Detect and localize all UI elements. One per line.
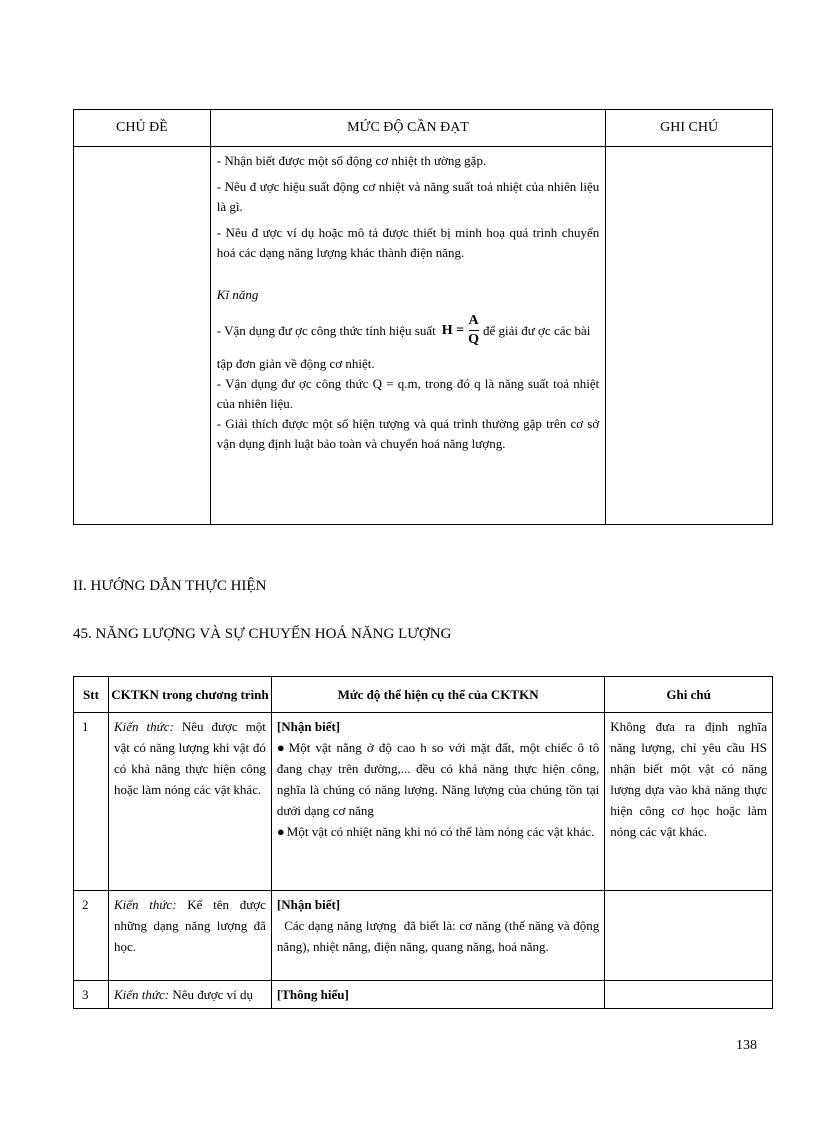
- level-label: [Thông hiểu]: [276, 987, 349, 1002]
- requirement-line: để giải đư ợc các bài: [483, 322, 591, 338]
- bullet-text: Một vật có nhiệt năng khi nó có thể làm nóng các vật khác.: [286, 824, 595, 839]
- formula-numerator: A: [468, 313, 479, 328]
- bullet-text: Một vật nằng ở độ cao h so với mặt đất, một chiếc ô tô đang chạy trên đường,... đều có khả năng thực hiện công, nghĩa là chúng có năng lượng. Năng lượng của chúng tồn tại dưới dạng cơ năng: [276, 740, 600, 818]
- note-cell: [606, 147, 773, 525]
- level-label: [Nhận biết]: [276, 897, 341, 912]
- cktkn-text: Kể tên được những dạng năng lượng đã học.: [113, 897, 266, 954]
- knowledge-label: Kiến thức:: [113, 897, 177, 912]
- note-cell: Không đưa ra định nghĩa năng lượng, chỉ yêu cầu HS nhận biết một vật có năng lượng dựa vào khả năng thực hiện công cơ học hoặc làm nóng các vật khác.: [605, 713, 773, 891]
- cktkn-cell: [108, 981, 271, 1009]
- header-muc-do: MỨC ĐỘ CẦN ĐẠT: [210, 110, 605, 147]
- table-row: [74, 147, 773, 525]
- header-cktkn: CKTKN trong chương trình: [108, 677, 271, 713]
- row-number: 2: [74, 891, 109, 981]
- bullet-item: [277, 737, 599, 821]
- requirement-line: - Nêu đ ược ví dụ hoặc mô tả được thiết bị minh hoạ quá trình chuyển hoá các dạng năng lượng khác thành điện năng.: [216, 225, 600, 260]
- level-cell: [271, 891, 604, 981]
- requirements-cell: [210, 147, 605, 525]
- header-ghi-chu: Ghi chú: [605, 677, 773, 713]
- knowledge-label: Kiến thức:: [113, 719, 174, 734]
- requirement-line: - Vận dụng đư ợc công thức tính hiệu suất: [216, 322, 436, 338]
- bullet-icon: ●: [276, 824, 285, 839]
- knowledge-label: Kiến thức:: [113, 987, 170, 1002]
- header-muc-do: Mức độ thể hiện cụ thể của CKTKN: [271, 677, 604, 713]
- level-cell: [271, 981, 604, 1009]
- section-heading: II. HƯỚNG DẪN THỰC HIỆN: [73, 578, 267, 594]
- requirement-line: tập đơn giản về động cơ nhiệt.: [216, 356, 375, 371]
- requirements-table: [73, 109, 773, 525]
- row-number: 3: [74, 981, 109, 1009]
- header-chu-de: CHỦ ĐỀ: [74, 110, 211, 147]
- requirement-line: - Nhận biết được một số động cơ nhiệt th ường gặp.: [216, 153, 487, 168]
- table-header-row: [74, 677, 773, 713]
- level-label: [Nhận biết]: [276, 719, 341, 734]
- level-cell: [271, 713, 604, 891]
- topic-heading: 45. NĂNG LƯỢNG VÀ SỰ CHUYỂN HOÁ NĂNG LƯỢNG: [73, 626, 452, 642]
- efficiency-formula: [468, 313, 479, 348]
- bullet-icon: ●: [276, 740, 287, 755]
- cktkn-cell: [108, 891, 271, 981]
- note-cell: [605, 981, 773, 1009]
- requirement-line: - Vận dụng đư ợc công thức Q = q.m, trong đó q là năng suất toả nhiệt của nhiên liệu.: [216, 376, 600, 411]
- table-row: [74, 891, 773, 981]
- table-row: [74, 981, 773, 1009]
- skill-heading: Kĩ năng: [216, 287, 259, 302]
- cktkn-text: Nêu được ví dụ: [169, 987, 254, 1002]
- table-row: [74, 713, 773, 891]
- table-header-row: [74, 110, 773, 147]
- cktkn-text: Nêu được một vật có năng lượng khi vật đó có khả năng thực hiện công hoặc làm nóng các vật khác.: [113, 719, 266, 797]
- level-text: Các dạng năng lượng đã biết là: cơ năng (thế năng và động năng), nhiệt năng, điện năng, quang năng, hoá năng.: [276, 918, 603, 954]
- note-cell: [605, 891, 773, 981]
- page-number: 138: [736, 1038, 757, 1053]
- formula-line: [217, 313, 599, 348]
- requirement-line: - Nêu đ ược hiệu suất động cơ nhiệt và năng suất toả nhiệt của nhiên liệu là gì.: [216, 179, 600, 214]
- bullet-item: [277, 821, 599, 842]
- row-number: 1: [74, 713, 109, 891]
- header-ghi-chu: GHI CHÚ: [606, 110, 773, 147]
- formula-denominator: Q: [468, 332, 479, 347]
- cktkn-cell: [108, 713, 271, 891]
- header-stt: Stt: [74, 677, 109, 713]
- requirement-line: - Giải thích được một số hiện tượng và quá trình thường gặp trên cơ sở vận dụng định luật bảo toàn và chuyển hoá năng lượng.: [216, 416, 600, 451]
- cktkn-table: [73, 676, 773, 1009]
- formula-lhs: H =: [441, 322, 465, 338]
- topic-cell: [74, 147, 211, 525]
